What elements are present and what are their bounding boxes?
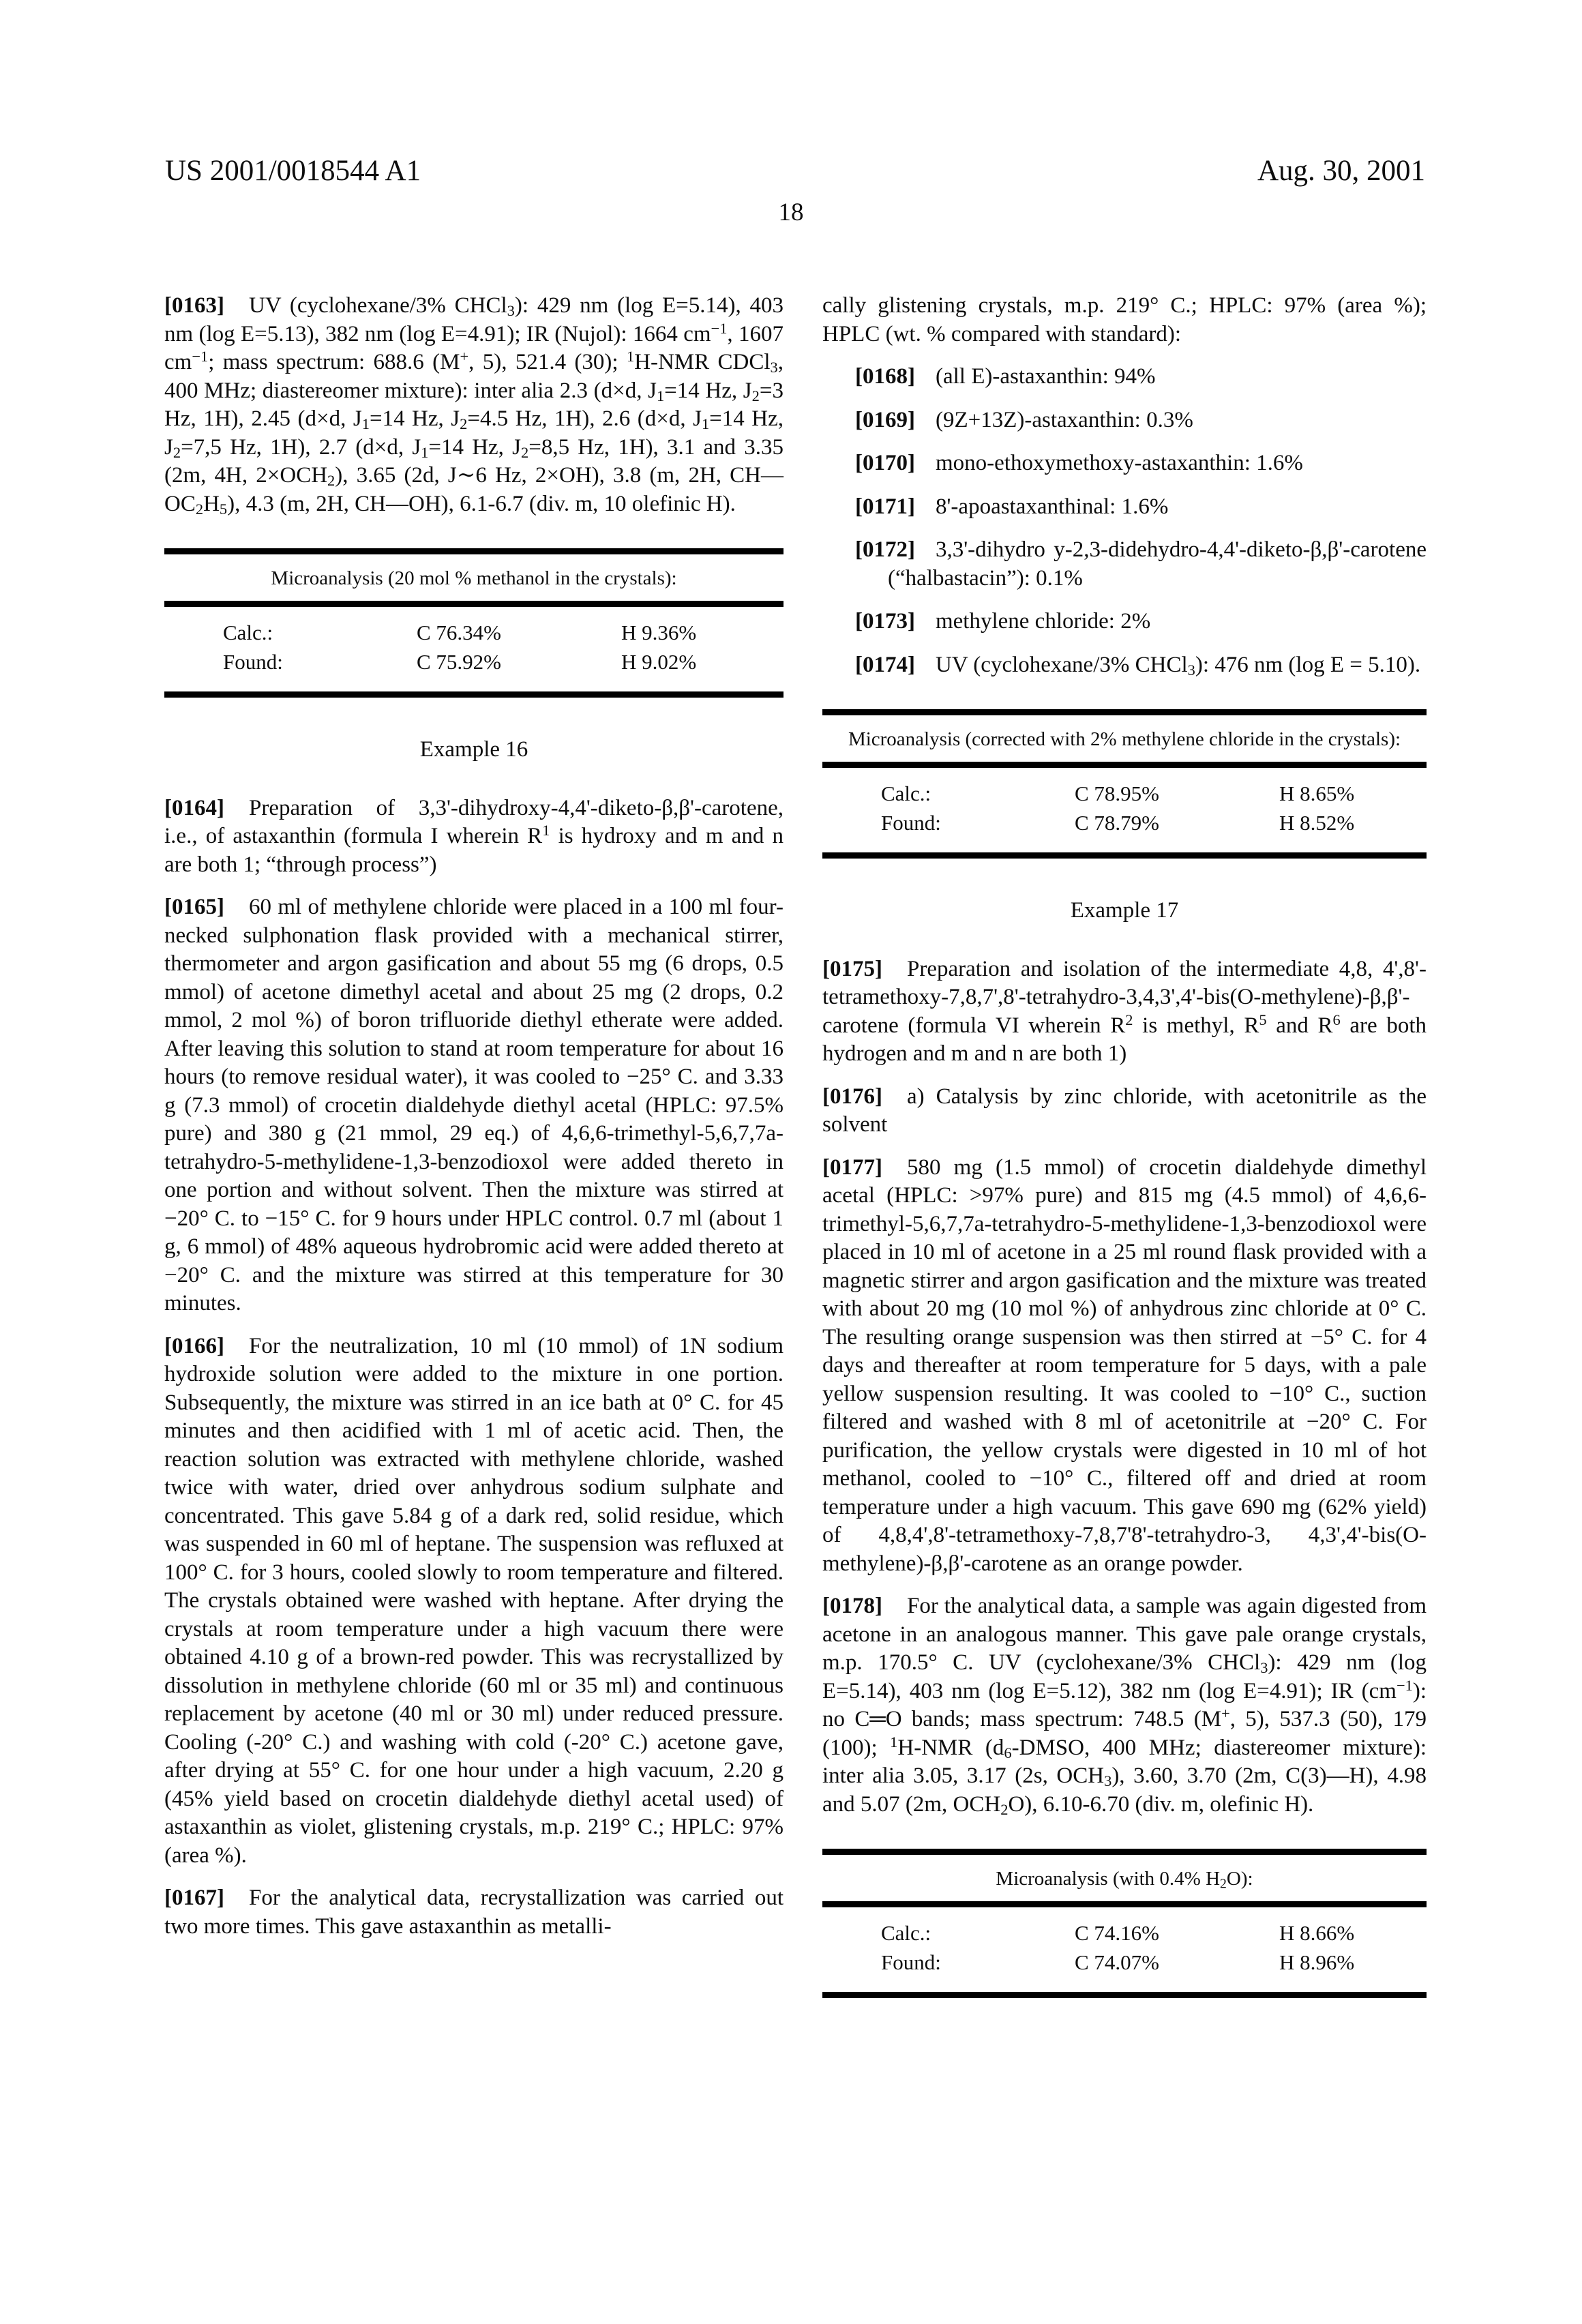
- table-rows: [164, 607, 783, 691]
- table-cell: H 8.65%: [1279, 781, 1355, 805]
- paragraph-text: cally glistening crystals, m.p. 219° C.; HPLC: 97% (area %); HPLC (wt. % compared with standard):: [822, 293, 1427, 346]
- table-caption: Microanalysis (corrected with 2% methylene chloride in the crystals):: [822, 715, 1427, 768]
- paragraph-number: [0177]: [822, 1154, 882, 1180]
- paragraph-number: [0171]: [855, 494, 915, 519]
- table-caption: Microanalysis (with 0.4% $H_2O$):: [822, 1855, 1427, 1907]
- right-column: [822, 292, 1427, 2034]
- paragraph-0165: [164, 893, 783, 1318]
- paragraph-text: (9Z+13Z)-astaxanthin: 0.3%: [935, 407, 1193, 432]
- paragraph-0167-continuation: [822, 292, 1427, 348]
- paragraph-text: For the analytical data, recrystallization was carried out two more times. This gave astaxanthin as metalli-: [164, 1886, 783, 1939]
- paragraph-text: 3,3'-dihydro y-2,3-didehydro-4,4'-diketo-β,β'-carotene (“halbastacin”): 0.1%: [888, 537, 1427, 591]
- table-cell: C 78.79%: [1075, 811, 1159, 835]
- paragraph-number: [0178]: [822, 1594, 882, 1618]
- table-cell: Calc.:: [881, 1921, 931, 1945]
- paragraph-text: UV (cyclohexane/3% CHCl$_3$): 476 nm (log E = 5.10).: [935, 652, 1421, 679]
- table-cell: C 78.95%: [1075, 781, 1159, 805]
- paragraph-text: Preparation and isolation of the intermediate 4,8, 4',8'-tetramethoxy-7,8,7',8'-tetrahydro-3,4,3',4'-bis(O-methylene)-β,β'-carotene (formula VI wherein $R^2$ is methyl, $R^5$ and $R^6$ are both hydrogen and m and n are both 1): [822, 956, 1427, 1066]
- paragraph-number: [0166]: [164, 1333, 224, 1358]
- header-date: Aug. 30, 2001: [1257, 155, 1425, 187]
- table-cell: C 74.16%: [1075, 1921, 1159, 1945]
- table-rows: [822, 768, 1427, 852]
- table-cell: H 8.52%: [1279, 811, 1355, 835]
- paragraph-text: UV (cyclohexane/3% CHCl$_3$): 429 nm (log E=5.14), 403 nm (log E=5.13), 382 nm (log E=4.91); IR (Nujol): 1664 $cm^{-1}$, 1607 $cm^{-1}$; mass spectrum: 688.6 (M+, 5), 521.4 (30); $^1$H-NMR CDCl$_3$, 400 MHz; diastereomer mixture): inter alia 2.3 (d×d, $J_1=14$ Hz, $J_2=3$ Hz, 1H), 2.45 (d×d, $J_1=14$ Hz, $J_2=4.5$ Hz, 1H), 2.6 (d×d, $J_1=14$ Hz, $J_2=7,5$ Hz, 1H), 2.7 (d×d, $J_1=14$ Hz, $J_2=8,5$ Hz, 1H), 3.1 and 3.35 (2m, 4H, $2\times OCH_2$), 3.65 (2d, J∼6 Hz, 2×OH), 3.8 (m, 2H, $CH—OC_2H_5$), 4.3 (m, 2H, CH—OH), 6.1-6.7 (div. m, 10 olefinic H).: [164, 293, 784, 518]
- paragraph-text: For the analytical data, a sample was again digested from acetone in an analogous manner. This gave pale orange crystals, m.p. 170.5° C. UV (cyclohexane/3% CHCl$_3$): 429 nm (log E=5.14), 403 nm (log E=5.12), 382 nm (log E=4.91); IR $(cm^{-1})$: no C═O bands; mass spectrum: 748.5 (M+, 5), 537.3 (50), 179 (100); $^1$H-NMR ($d_6$-DMSO, 400 MHz; diastereomer mixture): inter alia 3.05, 3.17 (2s, $OCH_3$), 3.60, 3.70 (2m, C(3)—H), 4.98 and 5.07 (2m, $OCH_2O$), 6.10-6.70 (div. m, olefinic H).: [822, 1594, 1427, 1818]
- paragraph-0169: [822, 406, 1427, 435]
- paragraph-number: [0176]: [822, 1084, 882, 1109]
- table-cell: H 9.02%: [621, 650, 697, 674]
- table-cell: H 9.36%: [621, 621, 697, 644]
- table-row: [822, 779, 1427, 808]
- table-cell: C 76.34%: [417, 621, 501, 644]
- table-row: [822, 1948, 1427, 1977]
- paragraph-0163: [164, 292, 783, 518]
- paragraph-number: [0173]: [855, 609, 915, 634]
- example-16-heading: Example 16: [419, 737, 528, 762]
- paragraph-text: 580 mg (1.5 mmol) of crocetin dialdehyde dimethyl acetal (HPLC: >97% pure) and 815 mg (4.5 mmol) of 4,6,6-trimethyl-5,6,7,7a-tetrahydro-5-methylidene-1,3-benzodioxol were placed in 10 ml of acetone in a 25 ml round flask provided with a magnetic stirrer and argon gasification and the mixture was treated with about 20 mg (10 mol %) of anhydrous zinc chloride at 0° C. The resulting orange suspension was then stirred at −5° C. for 4 days and thereafter at room temperature for 5 days, with a pale yellow suspension resulting. It was cooled to −10° C., suction filtered and washed with 8 ml of acetonitrile at −20° C. For purification, the yellow crystals were digested in 10 ml of hot methanol, cooled to −10° C., filtered off and dried at room temperature under a high vacuum. This gave 690 mg (62% yield) of 4,8,4',8'-tetramethoxy-7,8,7'8'-tetrahydro-3, 4,3',4'-bis(O-methylene)-β,β'-carotene as an orange powder.: [822, 1154, 1427, 1576]
- paragraph-0173: [822, 608, 1427, 636]
- table-cell: H 8.66%: [1279, 1921, 1355, 1945]
- microanalysis-table-2: [822, 709, 1427, 859]
- paragraph-0168: [822, 363, 1427, 391]
- table-cell: Calc.:: [223, 621, 273, 644]
- example-17-heading: Example 17: [1070, 898, 1179, 923]
- table-cell: Found:: [881, 1950, 941, 1974]
- microanalysis-table-3: [822, 1849, 1427, 1998]
- paragraph-text: 60 ml of methylene chloride were placed in a 100 ml four-necked sulphonation flask provided with a mechanical stirrer, thermometer and argon gasification and about 55 mg (6 drops, 0.5 mmol) of acetone dimethyl acetal and about 25 mg (2 drops, 0.2 mmol, 2 mol %) of boron trifluoride diethyl etherate were added. After leaving this solution to stand at room temperature for about 16 hours (to remove residual water), it was cooled to −25° C. and 3.33 g (7.3 mmol) of crocetin dialdehyde diethyl acetal (HPLC: 97.5% pure) and 380 g (21 mmol, 29 eq.) of 4,6,6-trimethyl-5,6,7,7a-tetrahydro-5-methylidene-1,3-benzodioxol were added thereto in one portion and without solvent. Then the mixture was stirred at −20° C. to −15° C. for 9 hours under HPLC control. 0.7 ml (about 1 g, 6 mmol) of 48% aqueous hydrobromic acid were added thereto at −20° C. and the mixture was stirred at this temperature for 30 minutes.: [164, 895, 783, 1315]
- paragraph-number: [0164]: [164, 795, 224, 820]
- paragraph-number: [0172]: [855, 537, 915, 562]
- table-cell: Found:: [223, 650, 283, 674]
- paragraph-0178: [822, 1592, 1427, 1819]
- paragraph-0166: [164, 1332, 783, 1871]
- table-rows: [822, 1907, 1427, 1992]
- paragraph-0176: [822, 1083, 1427, 1139]
- paragraph-0164: [164, 794, 783, 880]
- paragraph-text: mono-ethoxymethoxy-astaxanthin: 1.6%: [935, 451, 1303, 475]
- paragraph-0174: [822, 651, 1427, 680]
- paragraph-number: [0170]: [855, 451, 915, 475]
- table-row: [164, 647, 783, 676]
- paragraph-number: [0175]: [822, 956, 882, 981]
- table-cell: Found:: [881, 811, 941, 835]
- paragraph-text: methylene chloride: 2%: [935, 609, 1151, 634]
- paragraph-text: (all E)-astaxanthin: 94%: [935, 364, 1156, 389]
- microanalysis-table-1: [164, 548, 783, 698]
- table-caption: Microanalysis (20 mol % methanol in the crystals):: [164, 554, 783, 607]
- left-column: [164, 292, 783, 1955]
- table-cell: C 74.07%: [1075, 1950, 1159, 1974]
- table-cell: C 75.92%: [417, 650, 501, 674]
- paragraph-number: [0168]: [855, 364, 915, 389]
- table-cell: Calc.:: [881, 781, 931, 805]
- paragraph-text: Preparation of 3,3'-dihydroxy-4,4'-diketo-β,β'-carotene, i.e., of astaxanthin (formula I wherein $R^1$ is hydroxy and m and n are both 1; “through process”): [164, 795, 784, 877]
- paragraph-text: a) Catalysis by zinc chloride, with acetonitrile as the solvent: [822, 1084, 1427, 1137]
- table-cell: H 8.96%: [1279, 1950, 1355, 1974]
- paragraph-number: [0169]: [855, 407, 915, 432]
- paragraph-0172: [822, 536, 1427, 593]
- paragraph-0175: [822, 955, 1427, 1069]
- paragraph-0170: [822, 449, 1427, 478]
- paragraph-text: 8'-apoastaxanthinal: 1.6%: [935, 494, 1169, 519]
- table-row: [822, 1918, 1427, 1948]
- paragraph-0171: [822, 493, 1427, 522]
- patent-number: US 2001/0018544 A1: [165, 155, 421, 187]
- paragraph-0177: [822, 1154, 1427, 1579]
- paragraph-number: [0174]: [855, 652, 915, 677]
- table-row: [822, 808, 1427, 837]
- paragraph-number: [0163]: [164, 293, 224, 318]
- paragraph-text: For the neutralization, 10 ml (10 mmol) of 1N sodium hydroxide solution were added to the mixture in one portion. Subsequently, the mixture was stirred in an ice bath at 0° C. for 45 minutes and then acidified with 1 ml of acetic acid. Then, the reaction solution was extracted with methylene chloride, washed twice with water, dried over anhydrous sodium sulphate and concentrated. This gave 5.84 g of a dark red, solid residue, which was suspended in 60 ml of heptane. The suspension was refluxed at 100° C. for 3 hours, cooled slowly to room temperature and filtered. The crystals obtained were washed with heptane. After drying the crystals at room temperature under a high vacuum there were obtained 4.10 g of a brown-red powder. This was recrystallized by dissolution in methylene chloride (60 ml or 35 ml) and continuous replacement by acetone (40 ml or 30 ml) under reduced pressure. Cooling (-20° C.) and washing with cold (-20° C.) acetone gave, after drying at 55° C. for one hour under a high vacuum, 2.20 g (45% yield based on crocetin dialdehyde diethyl acetal used) of astaxanthin as violet, glistening crystals, m.p. 219° C.; HPLC: 97% (area %).: [164, 1333, 783, 1868]
- page-number: 18: [778, 198, 804, 226]
- paragraph-number: [0165]: [164, 895, 224, 919]
- paragraph-number: [0167]: [164, 1886, 224, 1910]
- paragraph-0167: [164, 1884, 783, 1941]
- table-row: [164, 618, 783, 647]
